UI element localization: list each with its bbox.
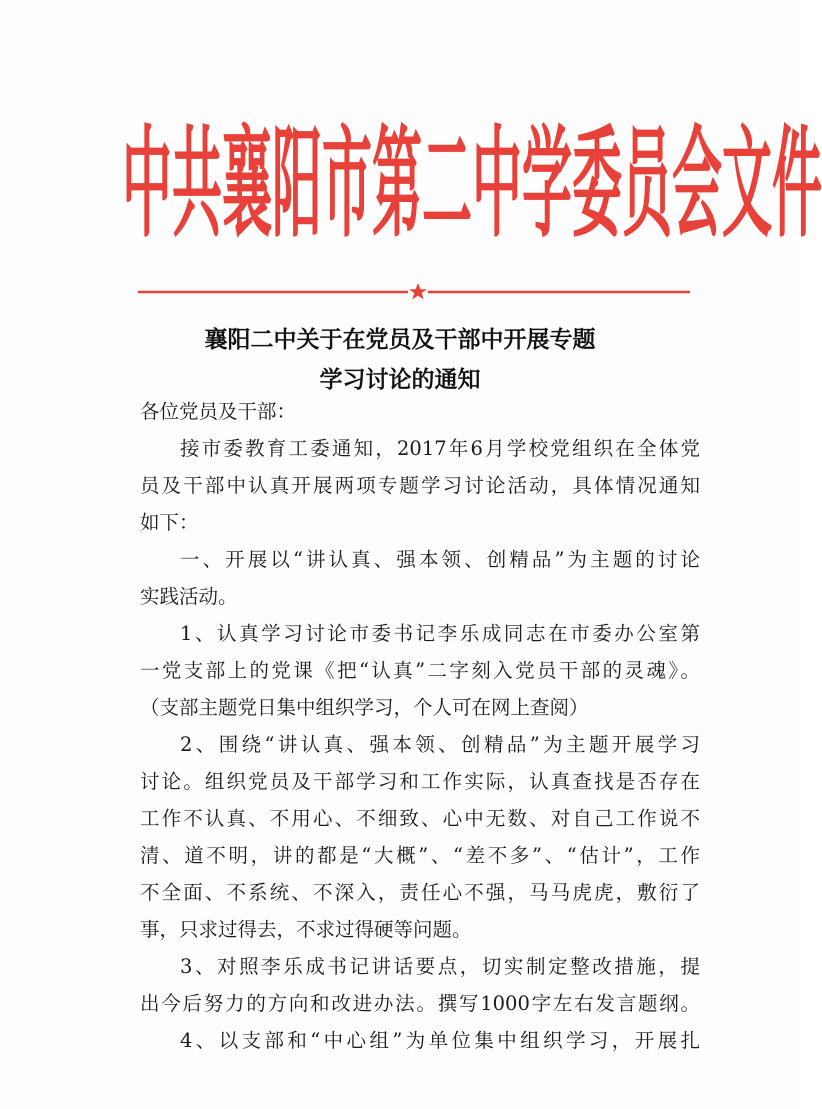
paragraph-line: 出今后努力的方向和改进办法。撰写1000字左右发言题纲。 xyxy=(140,992,700,1015)
paragraph-line: 员及干部中认真开展两项专题学习讨论活动，具体情况通知 xyxy=(140,474,700,497)
red-divider xyxy=(138,282,690,302)
paragraph-line: 1、认真学习讨论市委书记李乐成同志在市委办公室第 xyxy=(180,622,700,645)
document-title-line2: 学习讨论的通知 xyxy=(319,366,481,393)
paragraph-line: 不全面、不系统、不深入，责任心不强，马马虎虎，敷衍了 xyxy=(140,881,700,904)
paragraph-line: 清、道不明，讲的都是“大概”、“差不多”、“估计”，工作 xyxy=(140,844,700,867)
paragraph-line: 工作不认真、不用心、不细致、心中无数、对自己工作说不 xyxy=(140,807,700,830)
paragraph-line: （支部主题党日集中组织学习，个人可在网上查阅） xyxy=(140,696,589,719)
paragraph-line: 4、以支部和“中心组”为单位集中组织学习，开展扎 xyxy=(180,1029,700,1052)
paragraph-line: 如下： xyxy=(140,511,199,534)
paragraph-line: 一、开展以“讲认真、强本领、创精品”为主题的讨论 xyxy=(180,548,700,571)
document-body xyxy=(140,393,700,1059)
document-title-line1: 襄阳二中关于在党员及干部中开展专题 xyxy=(204,326,596,353)
paragraph-line: 2、围绕“讲认真、强本领、创精品”为主题开展学习 xyxy=(180,733,700,756)
paragraph-line: 实践活动。 xyxy=(140,585,238,608)
salutation: 各位党员及干部： xyxy=(140,400,297,423)
paragraph-line: 接市委教育工委通知，2017年6月学校党组织在全体党 xyxy=(180,437,700,460)
issuer-text: 中共襄阳市第二中学委员会文件 xyxy=(122,114,822,254)
paragraph-line: 一党支部上的党课《把“认真”二字刻入党员干部的灵魂》。 xyxy=(140,659,700,682)
star-icon xyxy=(409,283,427,300)
paragraph-line: 讨论。组织党员及干部学习和工作实际，认真查找是否存在 xyxy=(140,770,700,793)
paragraph-line: 事，只求过得去，不求过得硬等问题。 xyxy=(140,918,472,941)
paragraph-line: 3、对照李乐成书记讲话要点，切实制定整改措施，提 xyxy=(180,955,700,978)
document-issuer-header xyxy=(122,114,822,254)
